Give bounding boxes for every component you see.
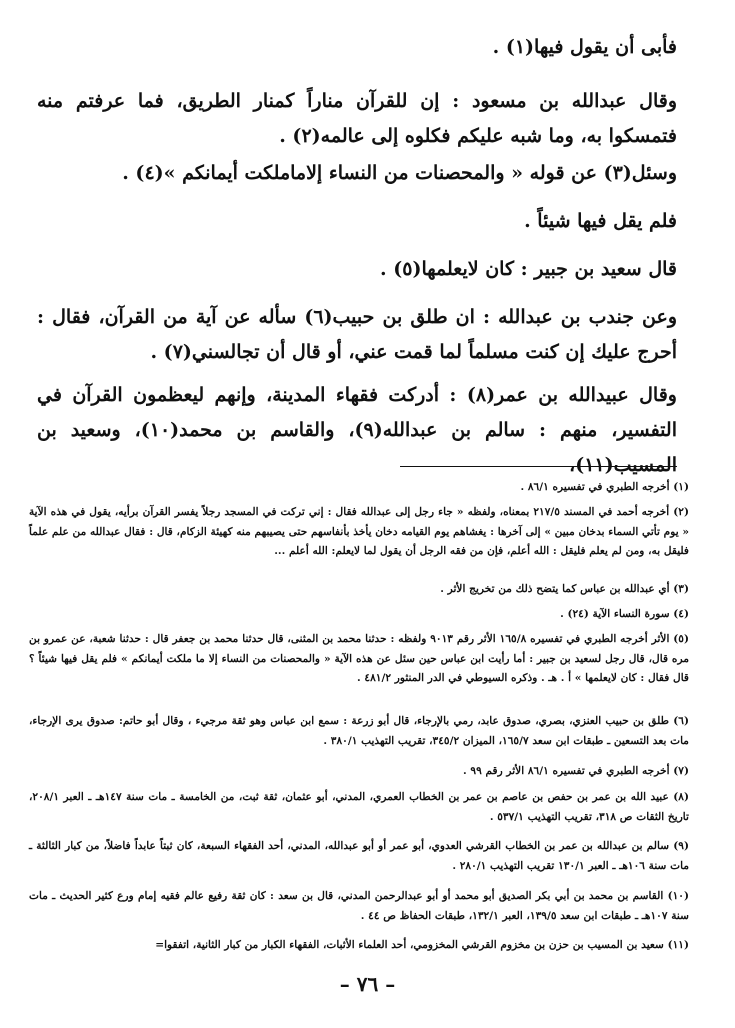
paragraph-3: وسئل(٣) عن قوله « والمحصنات من النساء إلاماملكت أيمانكم »(٤) . — [122, 162, 677, 184]
footnote-1: (١) أخرجه الطبري في تفسيره ٨٦/١ . — [520, 481, 689, 493]
footnote-2: (٢) أخرجه أحمد في المسند ٢١٧/٥ بمعناه، ولفظه « جاء رجل إلى عبدالله فقال : إني تركت في المسجد رجلاً يفسر القرآن برأيه، يقول في هذه الآية « يوم تأتي السماء بدخان مبين » إلى آخرها : يغشاهم يوم القيامه دخان يأخذ بأنفاسهم حتى يصيبهم منه كهيئة الزكام، قال : فقال عبدالله من علم علماً فليقل به، ومن لم يعلم فليقل : الله أعلم، فإن من فقه الرجل أن يقول لما لايعلم: الله أعلم ... — [29, 506, 689, 558]
footnote-8: (٨) عبيد الله بن عمر بن حفص بن عاصم بن عمر بن الخطاب العمري، المدني، أبو عثمان، ثقة ثبت، من الخامسة ـ مات سنة ١٤٧هـ ـ العبر ٢٠٨/١، تاريخ الثقات ص ٣١٨، تقريب التهذيب ٥٣٧/١ . — [29, 791, 689, 823]
footnote-10: (١٠) القاسم بن محمد بن أبي بكر الصديق أبو محمد أو أبو عبدالرحمن المدني، قال بن سعد : كان ثقة رفيع عالم فقيه إمام ورع كثير الحديث ـ مات سنة ١٠٧هـ ـ طبقات ابن سعد ١٣٩/٥، العبر ١٣٢/١، طبقات الحفاظ ص ٤٤ . — [29, 890, 689, 922]
footnote-separator — [400, 466, 677, 467]
paragraph-6: وعن جندب بن عبدالله : ان طلق بن حبيب(٦) سأله عن آية من القرآن، فقال : أحرج عليك إن كنت مسلماً لما قمت عني، أو قال أن تجالسني(٧) . — [37, 306, 677, 364]
paragraph-1: فأبى أن يقول فيها(١) . — [492, 36, 677, 58]
page-number: – ٧٦ – — [339, 972, 396, 996]
footnote-5: (٥) الأثر أخرجه الطبري في تفسيره ١٦٥/٨ الأثر رقم ٩٠١٣ ولفظه : حدثنا محمد بن المثنى، قال حدثنا محمد بن جعفر قال : حدثنا شعبة، عن عمرو بن مره قال، قال رجل لسعيد بن جبير : أما رأيت ابن عباس حين سئل عن هذه الآية « والمحصنات من النساء إلا ما ملكت أيمانكم » فلم يقل فيها شيئاً ؟ قال فقال : كان لايعلمها » أ . هـ . وذكره السيوطي في الدر المنثور ٤٨١/٢ . — [29, 633, 689, 685]
paragraph-4: فلم يقل فيها شيئاً . — [524, 210, 677, 232]
paragraph-2: وقال عبدالله بن مسعود : إن للقرآن مناراً كمنار الطريق، فما عرفتم منه فتمسكوا به، وما شبه عليكم فكلوه إلى عالمه(٢) . — [37, 90, 677, 148]
footnote-9: (٩) سالم بن عبدالله بن عمر بن الخطاب القرشي العدوي، أبو عمر أو أبو عبدالله، المدني، أحد الفقهاء السبعة، كان ثبتاً عابداً فاضلاً، من كبار الثالثة ـ مات سنة ١٠٦هـ ـ العبر ١٣٠/١ تقريب التهذيب ٢٨٠/١ . — [29, 840, 689, 872]
footnote-3: (٣) أي عبدالله بن عباس كما يتضح ذلك من تخريج الأثر . — [440, 583, 689, 595]
footnote-6: (٦) طلق بن حبيب العنزي، بصري، صدوق عابد، رمي بالإرجاء، قال أبو زرعة : سمع ابن عباس وهو ثقة مرجيء ، وقال أبو حاتم: صدوق يرى الإرجاء، مات بعد التسعين ـ طبقات ابن سعد ١٦٥/٧، الميزان ٣٤٥/٢، تقريب التهذيب ٣٨٠/١ . — [29, 715, 689, 747]
footnote-11: (١١) سعيد بن المسيب بن حزن بن مخزوم القرشي المخزومي، أحد العلماء الأثبات، الفقهاء الكبار من كبار الثانية، اتفقوا= — [155, 939, 689, 951]
paragraph-5: قال سعيد بن جبير : كان لايعلمها(٥) . — [380, 258, 677, 280]
footnote-4: (٤) سورة النساء الآية (٢٤) . — [560, 608, 689, 620]
paragraph-7: وقال عبيدالله بن عمر(٨) : أدركت فقهاء المدينة، وإنهم ليعظمون القرآن في التفسير، منهم : سالم بن عبدالله(٩)، والقاسم بن محمد(١٠)، وسعيد بن المسيب(١١)، — [37, 384, 677, 477]
footnote-7: (٧) أخرجه الطبري في تفسيره ٨٦/١ الأثر رقم ٩٩ . — [463, 765, 689, 777]
